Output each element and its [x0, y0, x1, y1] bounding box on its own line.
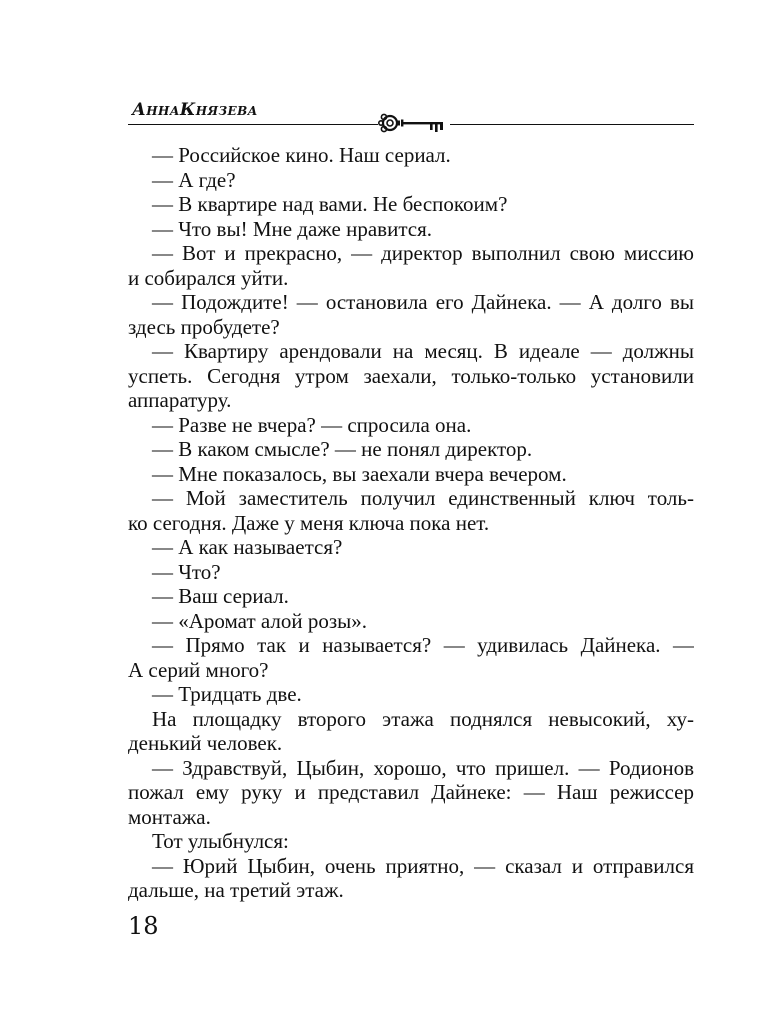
text-line: — В каком смысле? — не понял директор.	[152, 437, 533, 461]
text-line: — Тридцать две.	[152, 682, 302, 706]
text-line: — «Аромат алой розы».	[152, 608, 367, 633]
text-line: На площадку второго этажа поднялся невысокий, ху-	[152, 706, 694, 731]
body-text	[128, 143, 694, 903]
text-line: ко сегодня. Даже у меня ключа пока нет.	[128, 510, 490, 535]
text-line: денький человек.	[128, 731, 283, 755]
text-line: Тот улыбнулся:	[152, 829, 289, 853]
text-line: успеть. Сегодня утром заехали, только-только установили	[128, 363, 694, 388]
text-line: и собирался уйти.	[128, 265, 289, 290]
text-line: — Что вы! Мне даже нравится.	[152, 216, 432, 241]
text-line: — А как называется?	[152, 535, 343, 559]
text-line: — Вот и прекрасно, — директор выполнил свою миссию	[152, 241, 694, 265]
text-line: — А где?	[152, 167, 236, 192]
text-line: — Мой заместитель получил единственный ключ толь-	[152, 486, 694, 510]
text-line: — Российское кино. Наш сериал.	[152, 143, 451, 167]
text-line: А серий много?	[128, 657, 269, 682]
key-icon	[378, 110, 450, 134]
text-line: — Юрий Цыбин, очень приятно, — сказал и отправился	[152, 853, 694, 878]
text-line: монтажа.	[128, 804, 211, 829]
running-head	[128, 96, 694, 130]
text-line: — Разве не вчера? — спросила она.	[152, 412, 472, 437]
page-number: 18	[128, 912, 159, 940]
text-line: аппаратуру.	[128, 388, 232, 412]
text-line: — Ваш сериал.	[152, 584, 289, 608]
text-line: — Прямо так и называется? — удивилась Дайнека. —	[152, 633, 694, 657]
text-line: — Здравствуй, Цыбин, хорошо, что пришел. — Родионов	[152, 755, 694, 780]
text-line: пожал ему руку и представил Дайнеке: — Наш режиссер	[128, 780, 694, 804]
text-line: — Квартиру арендовали на месяц. В идеале — должны	[152, 339, 694, 363]
text-line: — Подождите! — остановила его Дайнека. — А долго вы	[152, 290, 694, 314]
text-line: — Что?	[152, 559, 221, 584]
text-line: дальше, на третий этаж.	[128, 878, 344, 902]
text-line: здесь пробудете?	[128, 314, 280, 339]
text-line: — В квартире над вами. Не беспокоим?	[152, 192, 508, 216]
text-line: — Мне показалось, вы заехали вчера вечером.	[152, 461, 567, 486]
author-name: АннаКнязева	[132, 100, 258, 120]
